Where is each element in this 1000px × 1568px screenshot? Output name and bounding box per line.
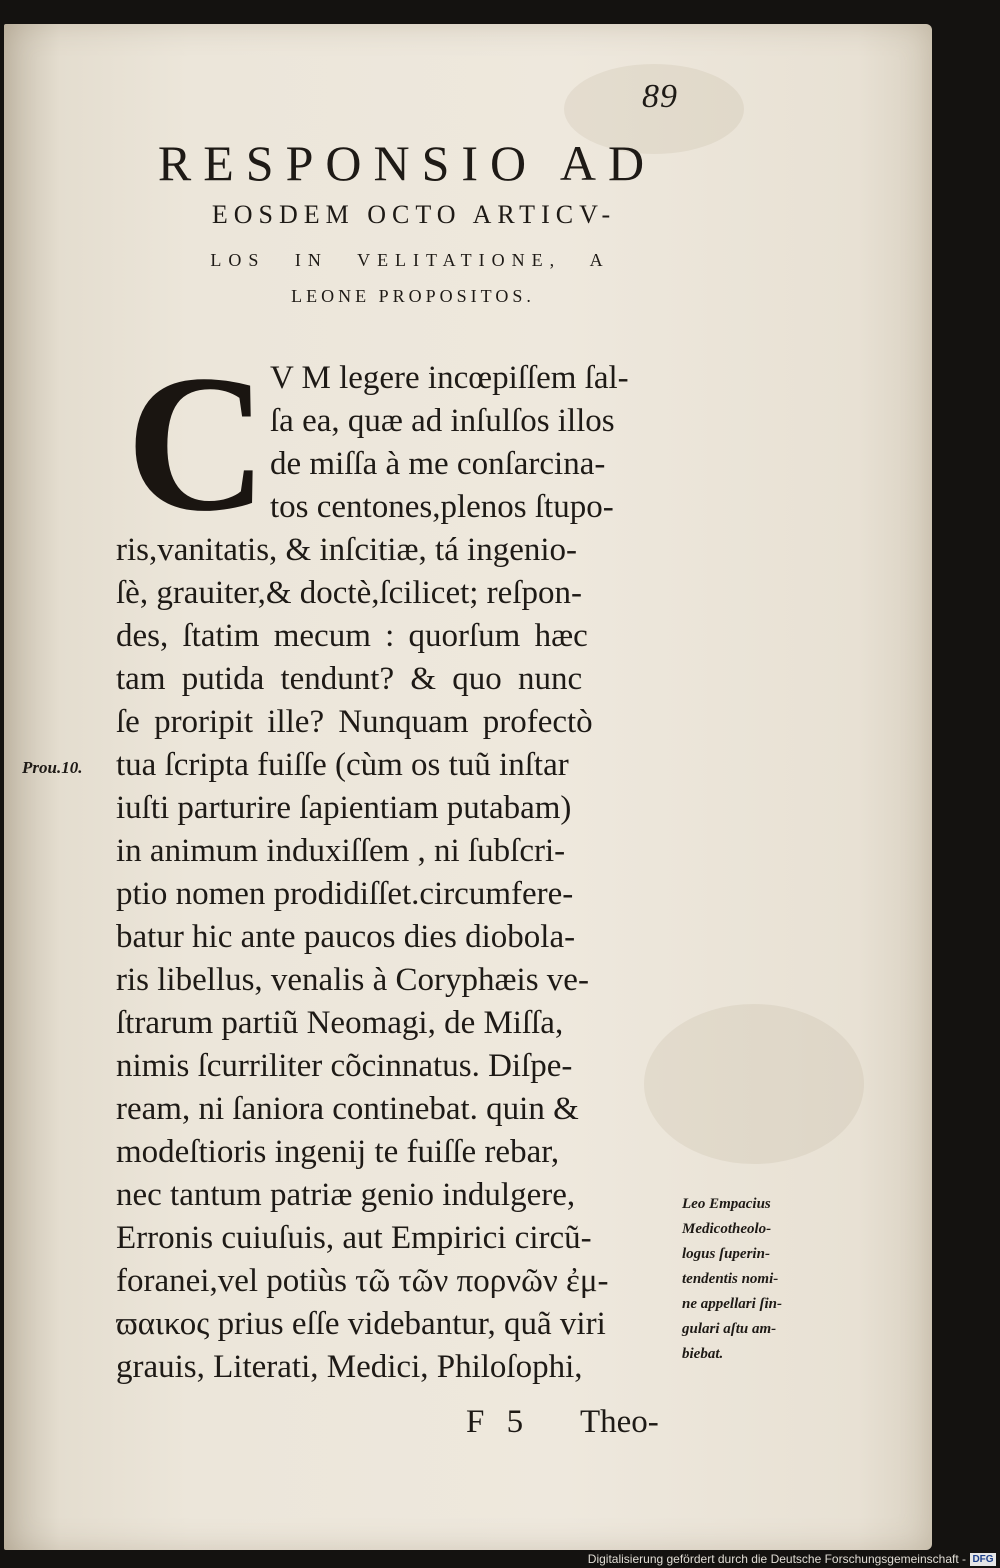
body-line: grauis, Literati, Medici, Philoſophi, bbox=[116, 1349, 583, 1385]
side-note-line: logus ſuperin- bbox=[682, 1246, 770, 1262]
body-line: des, ſtatim mecum : quorſum hæc bbox=[116, 618, 588, 654]
signature-mark: F 5 bbox=[466, 1404, 524, 1440]
footer-credit: Digitalisierung gefördert durch die Deutsche Forschungsgemeinschaft - bbox=[587, 1552, 966, 1566]
book-page bbox=[4, 24, 932, 1550]
body-line: tam putida tendunt? & quo nunc bbox=[116, 661, 583, 697]
paper-stain bbox=[644, 1004, 864, 1164]
dfg-logo: DFG bbox=[970, 1553, 996, 1566]
heading-line-1: RESPONSIO AD bbox=[157, 135, 657, 191]
heading-line-3: LOS IN VELITATIONE, A bbox=[210, 250, 610, 270]
body-line: Erronis cuiuſuis, aut Empirici circũ- bbox=[116, 1220, 592, 1256]
side-note bbox=[682, 1192, 832, 1367]
body-line: tos centones,plenos ſtupo- bbox=[270, 489, 614, 525]
body-line: ſtrarum partiũ Neomagi, de Miſſa, bbox=[116, 1005, 564, 1041]
drop-cap: C bbox=[126, 335, 268, 552]
page-number: 89 bbox=[642, 78, 678, 115]
heading-line-4: LEONE PROPOSITOS. bbox=[291, 286, 535, 306]
body-line: nec tantum patriæ genio indulgere, bbox=[116, 1177, 576, 1213]
body-line: ris,vanitatis, & inſcitiæ, tá ingenio- bbox=[116, 532, 578, 568]
body-line: ϖαικος prius eſſe videbantur, quã viri bbox=[116, 1306, 606, 1342]
catchword: Theo- bbox=[580, 1404, 659, 1440]
body-line: ſè, grauiter,& doctè,ſcilicet; reſpon- bbox=[116, 575, 582, 611]
body-line: modeſtioris ingenij te fuiſſe rebar, bbox=[116, 1134, 560, 1170]
body-line: ſe proripit ille? Nunquam profectò bbox=[116, 704, 593, 740]
side-note-line: tendentis nomi- bbox=[682, 1271, 779, 1287]
body-line: tua ſcripta fuiſſe (cùm os tuũ inſtar bbox=[116, 747, 569, 783]
body-line: ptio nomen prodidiſſet.circumfere- bbox=[116, 876, 574, 912]
body-line: ream, ni ſaniora continebat. quin & bbox=[116, 1091, 579, 1127]
side-note-line: ne appellari ſin- bbox=[682, 1296, 782, 1312]
body-line: de miſſa à me conſarcina- bbox=[270, 446, 606, 482]
body-line: ſa ea, quæ ad inſulſos illos bbox=[270, 403, 615, 439]
body-line: iuſti parturire ſapientiam putabam) bbox=[116, 790, 572, 826]
body-line: in animum induxiſſem , ni ſubſcri- bbox=[116, 833, 566, 869]
side-note-line: biebat. bbox=[682, 1346, 724, 1362]
body-line: nimis ſcurriliter cõcinnatus. Diſpe- bbox=[116, 1048, 573, 1084]
body-line: batur hic ante paucos dies diobola- bbox=[116, 919, 576, 955]
side-note-line: Medicotheolo- bbox=[682, 1221, 772, 1237]
margin-note-reference: Prou.10. bbox=[22, 758, 83, 777]
heading-line-2: EOSDEM OCTO ARTICV- bbox=[211, 200, 617, 229]
side-note-line: gulari aſtu am- bbox=[682, 1321, 777, 1337]
body-line: ris libellus, venalis à Coryphæis ve- bbox=[116, 962, 589, 998]
side-note-line: Leo Empacius bbox=[682, 1196, 771, 1212]
body-line: V M legere incœpiſſem ſal- bbox=[270, 360, 629, 396]
body-line: foranei,vel potiùs τῶ τῶν πορνῶν ἐμ- bbox=[116, 1263, 609, 1299]
